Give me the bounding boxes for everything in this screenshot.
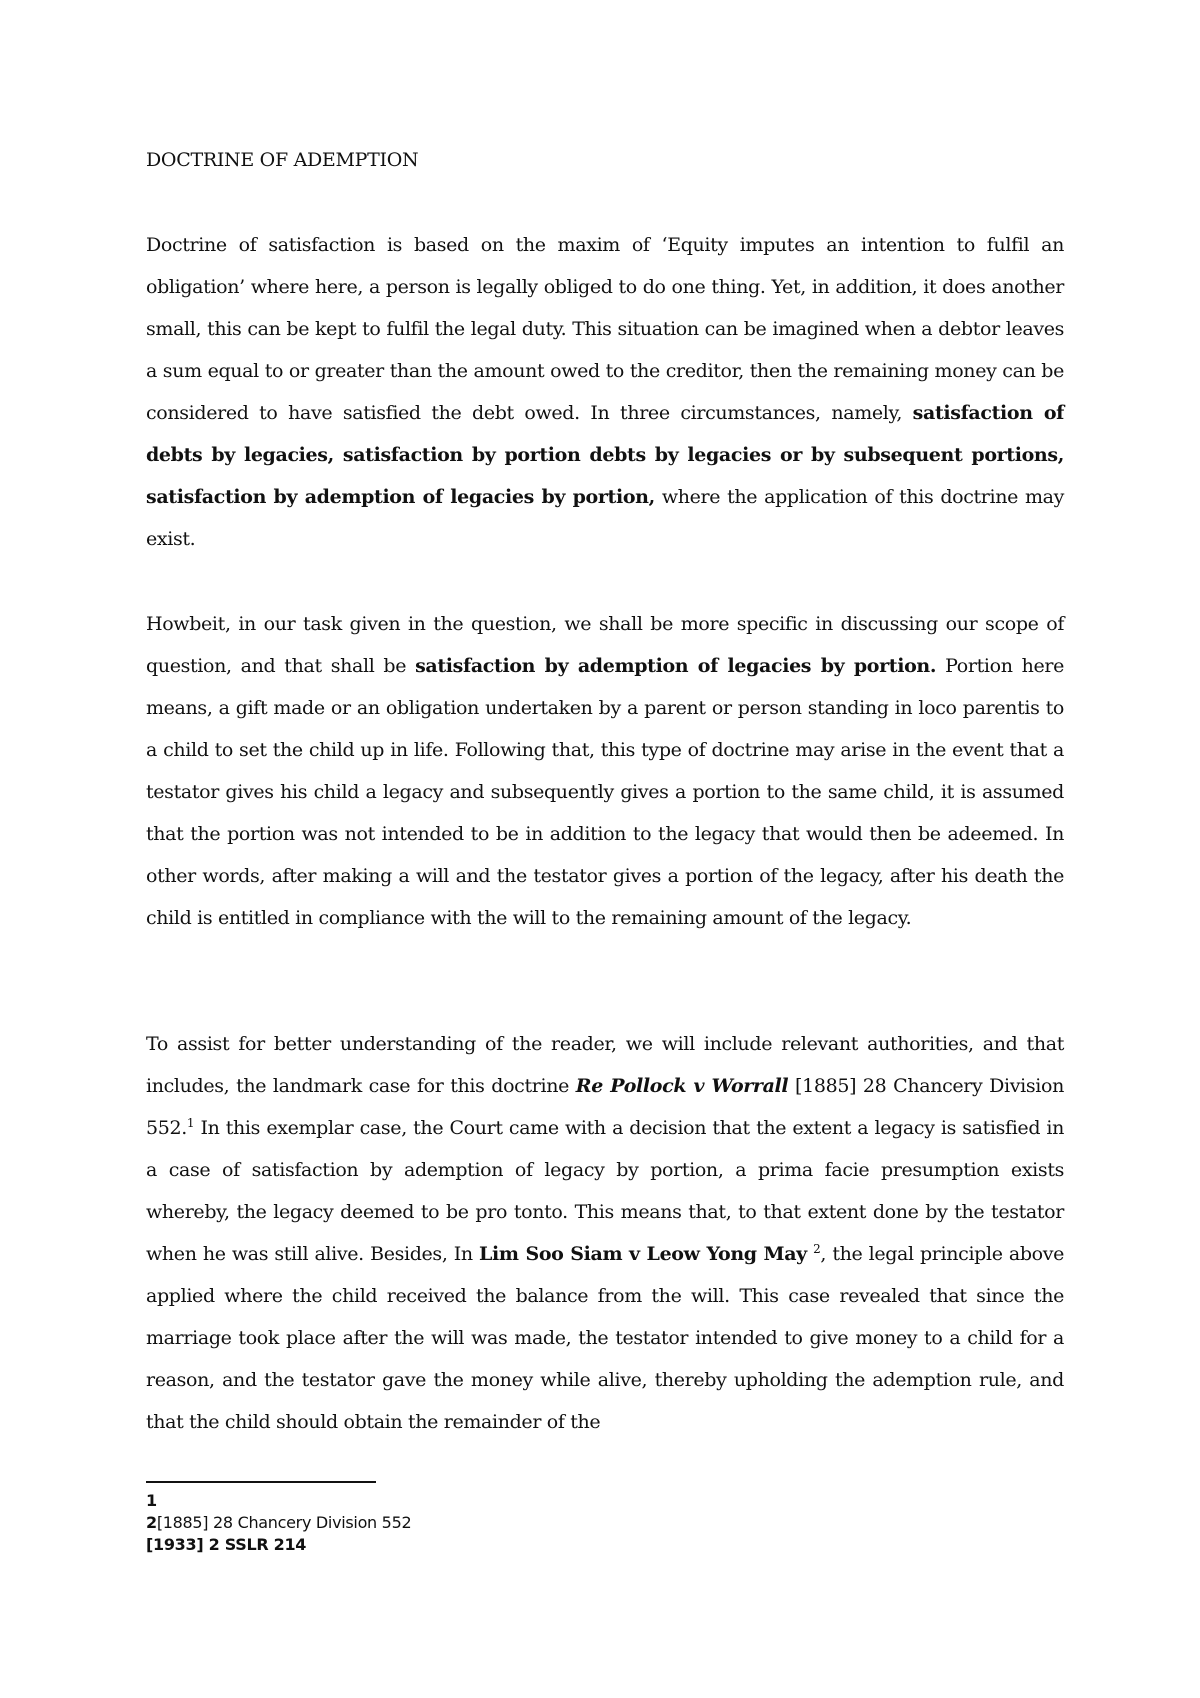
case-name-pollock: Re Pollock v Worrall xyxy=(575,1075,789,1097)
footnote-1: 1 xyxy=(146,1491,157,1510)
paragraph-text: Howbeit, in our task given in the question, we shall be more specific in discussing our scope of question, and that shall be xyxy=(146,613,1064,677)
paragraph-text: To assist for better understanding of the reader, we will include relevant authorities, and that includes, the landmark case for this doctrine xyxy=(146,1033,1064,1097)
bold-scope: satisfaction by ademption of legacies by portion. xyxy=(415,655,937,677)
footnote-ref-1[interactable]: 1 xyxy=(186,1116,195,1130)
footnote-3: [1933] 2 SSLR 214 xyxy=(146,1535,307,1554)
paragraph-text: where the application of this doctrine may exist. xyxy=(146,486,1065,550)
footnote-2-number: 2 xyxy=(146,1513,157,1532)
paragraph-authorities xyxy=(146,1023,1064,1443)
paragraph-text: In this exemplar case, the Court came with a decision that the extent a legacy is satisfied in a case of satisfaction by ademption of legacy by portion, a prima facie presumption exists whereby, the legacy deemed to be pro tonto. This means that, to that extent done by the testator when he was still alive. Besides, In xyxy=(146,1117,1064,1265)
document-title: DOCTRINE OF ADEMPTION xyxy=(146,149,419,171)
paragraph-text: [1885] 28 Chancery Division 552. xyxy=(146,1075,1064,1139)
bold-circumstances: satisfaction of debts by legacies, satisfaction by portion debts by legacies or by subsequent portions, satisfaction by ademption of legacies by portion, xyxy=(146,402,1064,508)
footnote-2-text: [1885] 28 Chancery Division 552 xyxy=(156,1513,412,1532)
paragraph-text: , the legal principle above applied where the child received the balance from the will. This case revealed that since the marriage took place after the will was made, the testator intended to give money to a child for a reason, and the testator gave the money while alive, thereby upholding the ademption rule, and that the child should obtain the remainder of the xyxy=(146,1243,1064,1433)
paragraph-text: Portion here means, a gift made or an obligation undertaken by a parent or person standing in loco parentis to a child to set the child up in life. Following that, this type of doctrine may arise in the event that a testator gives his child a legacy and subsequently gives a portion to the same child, it is assumed that the portion was not intended to be in addition to the legacy that would then be adeemed. In other words, after making a will and the testator gives a portion of the legacy, after his death the child is entitled in compliance with the will to the remaining amount of the legacy. xyxy=(146,655,1064,929)
footnotes xyxy=(146,1490,411,1556)
paragraph-portion xyxy=(146,603,1064,939)
footnote-ref-2[interactable]: 2 xyxy=(813,1242,821,1256)
case-name-lim-soo-siam: Lim Soo Siam v Leow Yong May xyxy=(479,1243,807,1265)
paragraph-satisfaction xyxy=(146,224,1064,560)
paragraph-text: Doctrine of satisfaction is based on the maxim of ‘Equity imputes an intention to fulfil an obligation’ where here, a person is legally obliged to do one thing. Yet, in addition, it does another small, this can be kept to fulfil the legal duty. This situation can be imagined when a debtor leaves a sum equal to or greater than the amount owed to the creditor, then the remaining money can be considered to have satisfied the debt owed. In three circumstances, namely, xyxy=(146,234,1064,424)
footnote-2 xyxy=(146,1512,411,1534)
footnote-separator xyxy=(146,1481,376,1483)
